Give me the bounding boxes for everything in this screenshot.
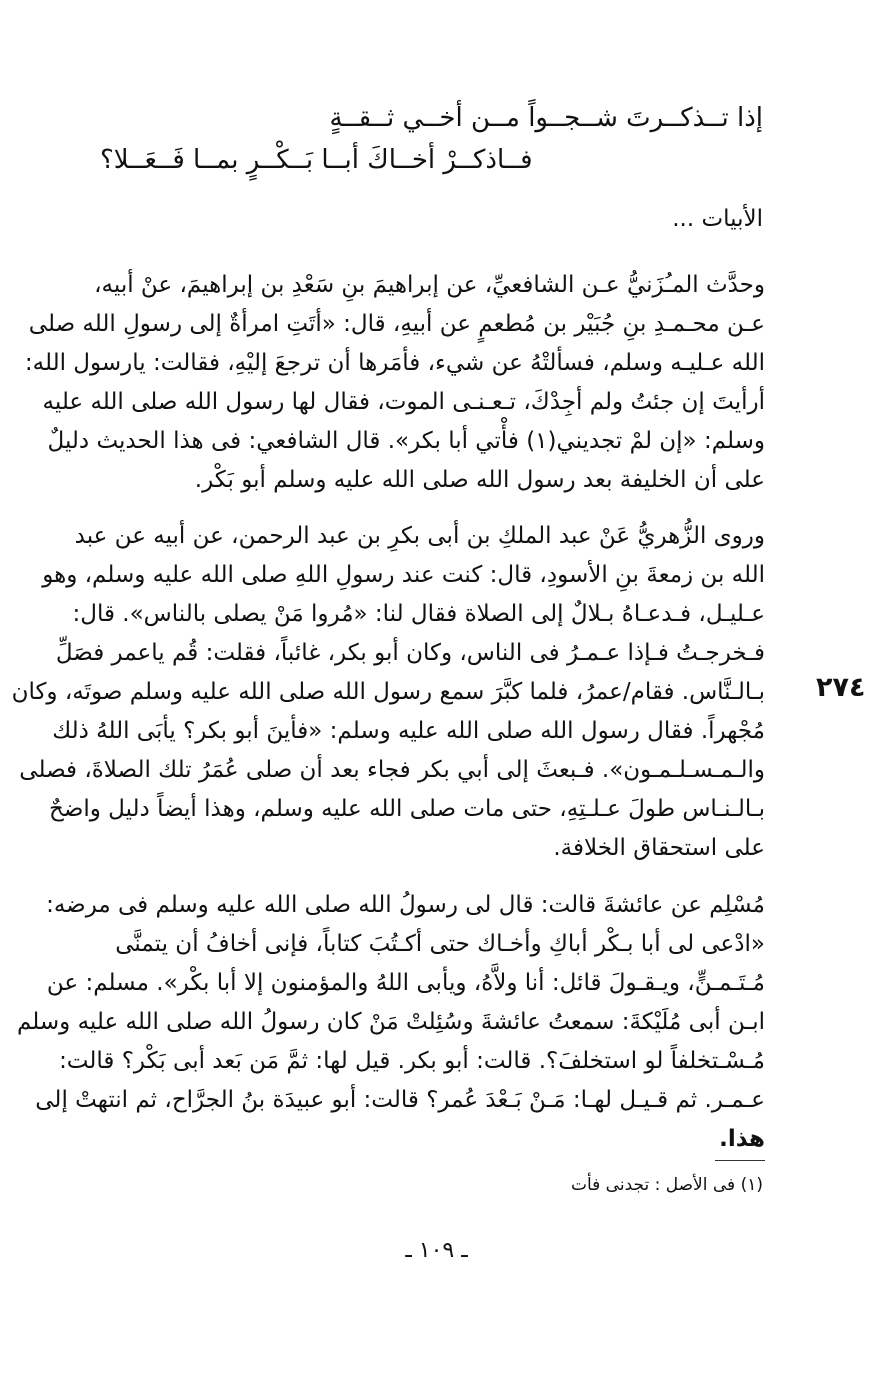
para2-line-6: مُجْهراً. فقال رسول الله صلى الله عليه وسلم: «فأينَ أبو بكر؟ يأبَى اللهُ ذلك (52, 718, 765, 744)
para3-line-1: مُسْلِم عن عائشةَ قالت: قال لى رسولُ الله صلى الله عليه وسلم فى مرضه: (46, 892, 765, 918)
margin-page-number: ٢٧٤ (816, 672, 866, 703)
para1-line-1: وحدَّث المـُزَنيُّ عـن الشافعيِّ، عن إبراهيمَ بنِ سَعْدِ بن إبراهيمَ، عنْ أبيه، (94, 272, 765, 298)
para2-line-5: بـالـنَّاس. فقام/عمرُ، فلما كبَّرَ سمع رسول الله صلى الله عليه وسلم صوتَه، وكان (11, 679, 765, 705)
para3-line-6: عـمـر. ثم قـيـل لهـا: مَـنْ بَـعْدَ عُمر؟ قالت: أبو عبيدَة بنُ الجرَّاح، ثم انتهتْ إلى (35, 1087, 765, 1113)
footnote: (١) فى الأصل : تجدنى فأت (570, 1175, 763, 1195)
page-number: ـ ١٠٩ ـ (405, 1238, 468, 1263)
para2-line-4: فـخرجـتُ فـإذا عـمـرُ فى الناس، وكان أبو بكر، غائباً، فقلت: قُم ياعمر فصَلِّ (55, 640, 765, 666)
para2-line-3: عـليـل، فـدعـاهُ بـلالٌ إلى الصلاة فقال لنا: «مُروا مَنْ يصلى بالناس». قال: (72, 601, 765, 627)
verse-line-1: إذا تــذكــرتَ شــجــواً مــن أخــي ثــقــةٍ (329, 103, 763, 133)
para1-line-2: عـن محـمـدِ بنِ جُبَيْر بن مُطعمٍ عن أبيهِ، قال: «أتَتِ امرأةٌ إلى رسولِ الله صلى (28, 311, 765, 337)
para2-line-9: على استحقاق الخلافة. (553, 835, 765, 861)
para3-line-2: «ادْعى لى أبا بـكْر أباكِ وأخـاك حتى أكـتُبَ كتاباً، فإنى أخافُ أن يتمنَّى (115, 931, 765, 957)
para1-line-6: على أن الخليفة بعد رسول الله صلى الله عليه وسلم أبو بَكْر. (194, 467, 765, 493)
para2-line-2: الله بن زمعةَ بنِ الأسودِ، قال: كنت عند رسولِ اللهِ صلى الله عليه وسلم، وهو (42, 562, 765, 588)
para1-line-3: الله عـليـه وسلم، فسألتْهُ عن شيء، فأمَرها أن ترجعَ إليْهِ، فقالت: يارسول الله: (24, 350, 765, 376)
para2-line-8: بـالـنـاس طولَ عـلـتِهِ، حتى مات صلى الله عليه وسلم، وهذا أيضاً دليل واضحٌ (48, 796, 765, 822)
abyat-label: الأبيات ... (672, 206, 763, 232)
para3-line-5: مُـسْـتخلفاً لو استخلفَ؟. قالت: أبو بكر. قيل لها: ثمَّ مَن بَعد أبى بَكْر؟ قالت: (59, 1048, 765, 1074)
para2-line-1: وروى الزُّهريُّ عَنْ عبد الملكِ بن أبى بكرِ بن عبد الرحمن، عن أبيه عن عبد (74, 523, 765, 549)
para1-line-5: وسلم: «إن لمْ تجديني(١) فأْتي أبا بكر». قال الشافعي: فى هذا الحديث دليلٌ (47, 428, 765, 454)
footnote-divider (715, 1160, 765, 1161)
para3-line-4: ابـن أبى مُلَيْكةَ: سمعتُ عائشةَ وسُئِلتْ مَنْ كان رسولُ الله صلى الله عليه وسلم (16, 1009, 765, 1035)
para2-line-7: والـمـسـلـمـون». فـبعثَ إلى أبي بكر فجاء بعد أن صلى عُمَرُ تلك الصلاةَ، فصلى (19, 757, 765, 783)
para1-line-4: أرأيتَ إن جئتُ ولم أجِدْكَ، تـعـنـى الموت، فقال لها رسول الله صلى الله عليه (42, 389, 765, 415)
verse-line-2: فــاذكــرْ أخــاكَ أبــا بَــكْــرٍ بمــا فَــعَــلا؟ (100, 145, 533, 175)
para3-line-3: مُـتَـمـنٍّ، ويـقـولَ قائل: أنا ولاَّهُ، ويأبى اللهُ والمؤمنون إلا أبا بكْر». مسلم: عن (46, 970, 765, 996)
para3-line-7: هذا. (719, 1126, 765, 1152)
